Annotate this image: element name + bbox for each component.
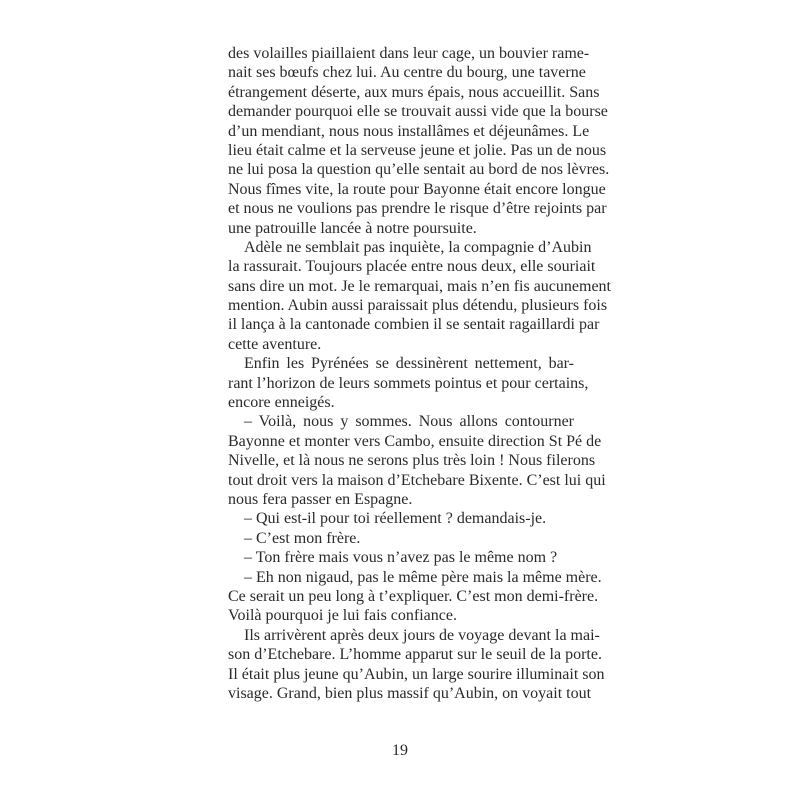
text-line: d’un mendiant, nous nous installâmes et déjeunâmes. Le: [228, 122, 590, 140]
text-line: Enfin les Pyrénées se dessinèrent nettement, bar-: [244, 355, 574, 373]
text-line: la rassurait. Toujours placée entre nous deux, elle souriait: [228, 258, 596, 276]
text-line: Il était plus jeune qu’Aubin, un large sourire illuminait son: [228, 665, 605, 683]
text-line: nous fera passer en Espagne.: [228, 490, 413, 508]
text-line: une patrouille lancée à notre poursuite.: [228, 219, 477, 237]
text-line: Adèle ne semblait pas inquiète, la compagnie d’Aubin: [244, 238, 592, 256]
text-line: ne lui posa la question qu’elle sentait au bord de nos lèvres.: [228, 161, 610, 179]
text-line: Ils arrivèrent après deux jours de voyage devant la mai-: [244, 626, 600, 644]
text-line: Voilà pourquoi je lui fais confiance.: [228, 607, 457, 625]
text-line: tout droit vers la maison d’Etchebare Bixente. C’est lui qui: [228, 471, 606, 489]
text-line: encore enneigés.: [228, 394, 335, 412]
body-text: [228, 44, 611, 703]
text-line: – Ton frère mais vous n’avez pas le même nom ?: [244, 549, 558, 567]
text-line: Nivelle, et là nous ne serons plus très loin ! Nous filerons: [228, 452, 596, 470]
text-line: mention. Aubin aussi paraissait plus détendu, plusieurs fois: [228, 297, 608, 315]
text-line: nait ses bœufs chez lui. Au centre du bourg, une taverne: [228, 64, 586, 82]
text-line: demander pourquoi elle se trouvait aussi vide que la bourse: [228, 103, 608, 121]
text-line: – Voilà, nous y sommes. Nous allons contourner: [244, 413, 574, 431]
text-line: – Eh non nigaud, pas le même père mais la même mère.: [244, 568, 602, 586]
text-line: – Qui est-il pour toi réellement ? demandais-je.: [244, 510, 547, 528]
text-line: son d’Etchebare. L’homme apparut sur le seuil de la porte.: [228, 646, 602, 664]
text-line: lieu était calme et la serveuse jeune et jolie. Pas un de nous: [228, 141, 607, 159]
text-line: Nous fîmes vite, la route pour Bayonne était encore longue: [228, 180, 606, 198]
text-line: et nous ne voulions pas prendre le risque d’être rejoints par: [228, 200, 607, 218]
text-line: cette aventure.: [228, 335, 322, 353]
page-number: 19: [392, 742, 408, 759]
text-line: des volailles piaillaient dans leur cage, un bouvier rame-: [228, 45, 590, 62]
text-line: étrangement déserte, aux murs épais, nous accueillit. Sans: [228, 83, 600, 101]
text-line: rant l’horizon de leurs sommets pointus et pour certains,: [228, 374, 589, 392]
text-line: Bayonne et monter vers Cambo, ensuite direction St Pé de: [228, 432, 602, 450]
text-line: visage. Grand, bien plus massif qu’Aubin, on voyait tout: [228, 684, 592, 702]
text-line: Ce serait un peu long à t’expliquer. C’est mon demi-frère.: [228, 587, 599, 605]
text-line: – C’est mon frère.: [244, 529, 361, 547]
text-line: il lança à la cantonade combien il se sentait ragaillardi par: [228, 316, 600, 334]
text-line: sans dire un mot. Je le remarquai, mais n’en fis aucunement: [228, 277, 611, 295]
